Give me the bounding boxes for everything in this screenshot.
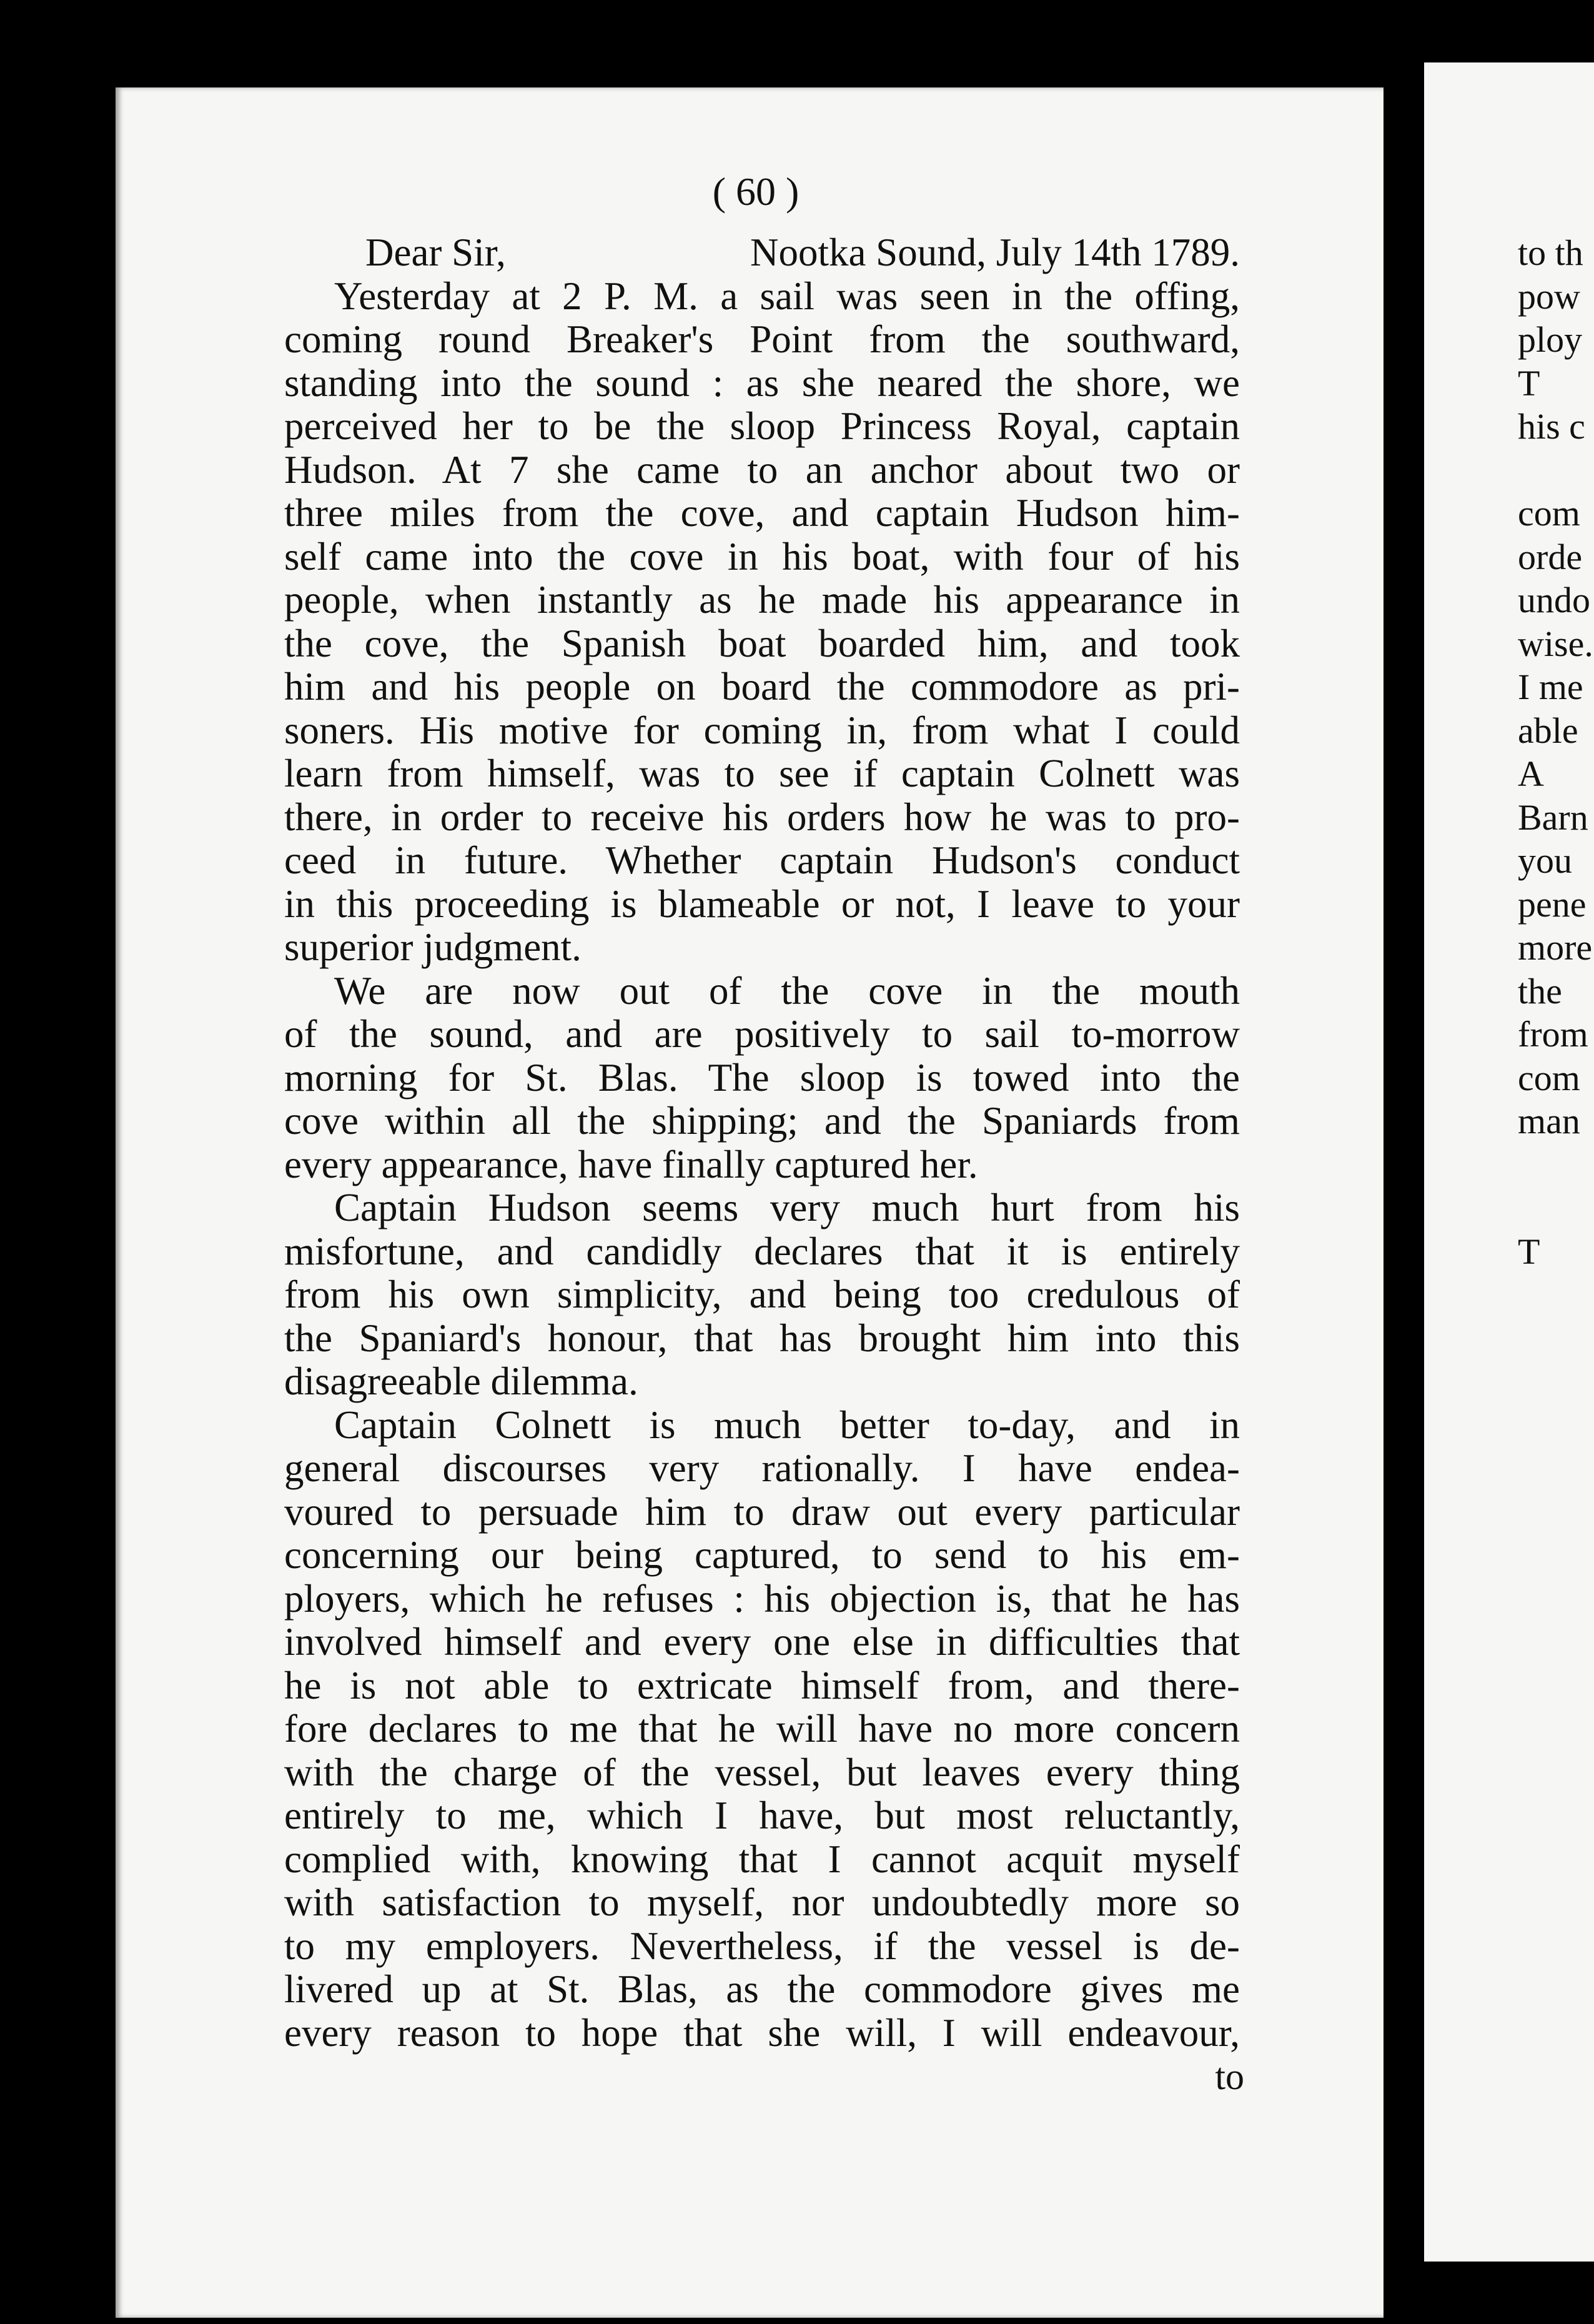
facing-page-line: from: [1518, 1014, 1588, 1055]
facing-page-line: able: [1518, 710, 1578, 751]
text-line: Hudson. At 7 she came to an anchor about two or: [284, 447, 1240, 492]
text-line: soners. His motive for coming in, from what I could: [284, 708, 1240, 752]
text-line: entirely to me, which I have, but most reluctantly,: [284, 1794, 1240, 1837]
text-line: misfortune, and candidly declares that it is entirely: [284, 1229, 1240, 1273]
text-line: self came into the cove in his boat, with four of his: [284, 534, 1240, 579]
text-line: perceived her to be the sloop Princess Royal, captain: [284, 404, 1240, 448]
text-line: there, in order to receive his orders how he was to pro-: [284, 795, 1240, 839]
text-line: cove within all the shipping; and the Spaniards from: [284, 1099, 1240, 1143]
text-line: of the sound, and are positively to sail to-morrow: [284, 1012, 1240, 1056]
facing-page-line: pene: [1518, 883, 1587, 925]
text-line: voured to persuade him to draw out every particular: [284, 1489, 1240, 1534]
text-line: in this proceeding is blameable or not, I leave to your: [284, 881, 1240, 926]
place-date: Nootka Sound, July 14th 1789.: [750, 231, 1240, 274]
text-line: three miles from the cove, and captain Hudson him-: [284, 491, 1240, 535]
text-line: learn from himself, was to see if captain Colnett was: [284, 752, 1240, 795]
text-line: to my employers. Nevertheless, if the vessel is de-: [284, 1924, 1240, 1968]
facing-page-line: [1518, 449, 1594, 492]
letter-text: [284, 231, 1240, 2055]
text-line: disagreeable dilemma.: [284, 1359, 638, 1403]
text-line: involved himself and every one else in difficulties that: [284, 1620, 1240, 1664]
facing-page-line: T: [1518, 1231, 1540, 1272]
text-line: from his own simplicity, and being too credulous of: [284, 1273, 1240, 1316]
facing-page-line: you: [1518, 840, 1572, 881]
salutation: Dear Sir,: [365, 231, 506, 274]
facing-page-line: A: [1518, 753, 1544, 794]
facing-page-line: orde: [1518, 536, 1583, 577]
text-line: complied with, knowing that I cannot acquit myself: [284, 1837, 1240, 1881]
letter-body: [284, 275, 1240, 2055]
facing-page-line: I me: [1518, 667, 1583, 707]
text-line: morning for St. Blas. The sloop is towed into the: [284, 1055, 1240, 1100]
text-line: concerning our being captured, to send to his em-: [284, 1533, 1240, 1577]
text-line: Captain Hudson seems very much hurt from his: [334, 1186, 1240, 1229]
text-line: with satisfaction to myself, nor undoubtedly more so: [284, 1880, 1240, 1924]
facing-page-text: [1518, 231, 1594, 1273]
text-line: every appearance, have finally captured her.: [284, 1142, 978, 1186]
text-line: coming round Breaker's Point from the southward,: [284, 317, 1240, 361]
text-line: standing into the sound : as she neared the shore, we: [284, 360, 1240, 405]
text-line: Yesterday at 2 P. M. a sail was seen in the offing,: [334, 274, 1240, 318]
text-line: with the charge of the vessel, but leaves every thing: [284, 1750, 1240, 1794]
text-line: he is not able to extricate himself from, and there-: [284, 1663, 1240, 1707]
page-number: ( 60 ): [712, 169, 799, 214]
book-gutter: [1384, 62, 1424, 2324]
facing-page-line: to th: [1518, 232, 1583, 273]
text-line: ployers, which he refuses : his objection is, that he has: [284, 1576, 1240, 1621]
text-line: the Spaniard's honour, that has brought him into this: [284, 1316, 1240, 1360]
text-line: superior judgment.: [284, 925, 582, 969]
text-line: Captain Colnett is much better to-day, and in: [334, 1403, 1240, 1447]
text-line: every reason to hope that she will, I will endeavour,: [284, 2010, 1240, 2055]
text-line: fore declares to me that he will have no more concern: [284, 1707, 1240, 1750]
text-line: We are now out of the cove in the mouth: [334, 968, 1240, 1013]
facing-page-line: his c: [1518, 406, 1585, 447]
facing-page-line: com: [1518, 493, 1580, 534]
letter-heading: [284, 231, 1240, 275]
facing-page-line: [1518, 1186, 1594, 1230]
text-line: the cove, the Spanish boat boarded him, and took: [284, 621, 1240, 665]
text-line: people, when instantly as he made his appearance in: [284, 578, 1240, 622]
facing-page-line: T: [1518, 362, 1540, 404]
facing-page-line: wise.: [1518, 623, 1593, 664]
facing-page-line: ploy: [1518, 319, 1583, 360]
facing-page-line: man: [1518, 1101, 1580, 1141]
facing-page-line: the: [1518, 970, 1562, 1011]
facing-page-line: pow: [1518, 276, 1580, 317]
facing-page-line: [1518, 1143, 1594, 1187]
facing-page-line: undo: [1518, 580, 1590, 620]
catchword: to: [1215, 2056, 1244, 2097]
facing-page-line: Barn: [1518, 797, 1588, 838]
facing-page-line: more: [1518, 927, 1593, 968]
text-line: him and his people on board the commodore as pri-: [284, 665, 1240, 708]
text-line: livered up at St. Blas, as the commodore gives me: [284, 1967, 1240, 2011]
text-line: ceed in future. Whether captain Hudson's conduct: [284, 838, 1240, 882]
text-line: general discourses very rationally. I have endea-: [284, 1446, 1240, 1490]
facing-page-line: com: [1518, 1057, 1580, 1098]
